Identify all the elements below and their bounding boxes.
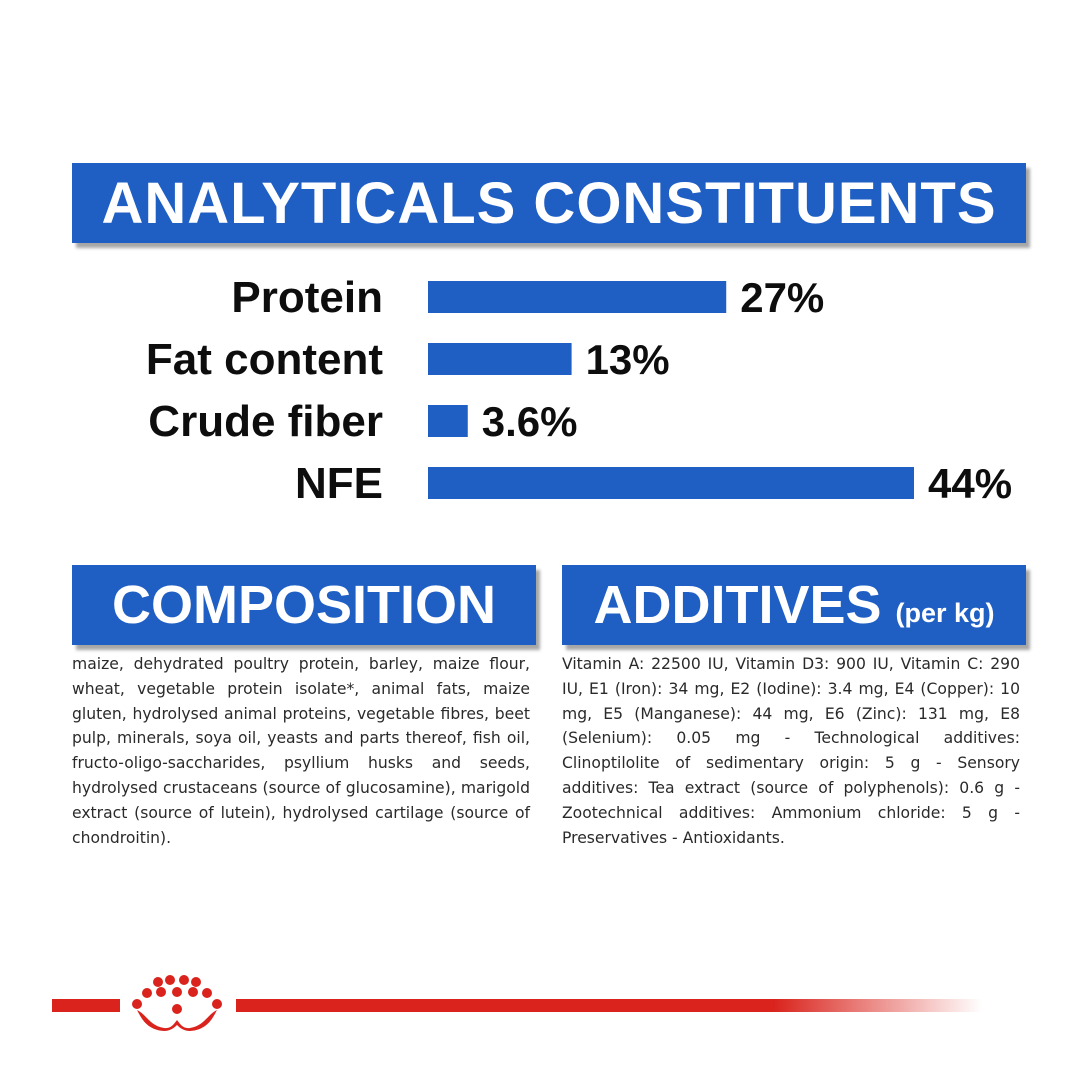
composition-title: COMPOSITION (111, 575, 496, 635)
additives-subtitle: (per kg) (895, 597, 995, 628)
bar-fat-content (428, 343, 572, 375)
bar-nfe (428, 467, 914, 499)
value-label: 13% (585, 336, 670, 383)
category-label: Fat content (145, 335, 383, 384)
composition-text: maize, dehydrated poultry protein, barley, maize flour, wheat, vegetable protein isolate*, animal fats, maize gluten, hydrolysed animal proteins, vegetable fibres, beet pulp, minerals, soya oil, yeasts and parts thereof, fish oil, fructo-oligo-saccharides, psyllium husks and seeds, hydrolysed crustaceans (source of glucosamine), marigold extract (source of lutein), hydrolysed cartilage (source of chondroitin). (72, 655, 530, 847)
analytical-constituents-title: ANALYTICALS CONSTITUENTS (101, 170, 997, 236)
value-label: 27% (740, 274, 825, 321)
value-label: 44% (928, 460, 1013, 507)
category-label: Protein (231, 273, 383, 322)
category-label: NFE (295, 459, 383, 508)
footer-brand-line (52, 972, 982, 1032)
additives-title: ADDITIVES (593, 575, 882, 635)
bar-protein (428, 281, 726, 313)
composition-banner (72, 565, 536, 645)
value-label: 3.6% (481, 398, 578, 445)
additives-banner (562, 565, 1026, 645)
bar-crude-fiber (428, 405, 468, 437)
footer-line-right (236, 999, 982, 1012)
crown-icon (124, 974, 230, 1032)
constituents-bar-chart (0, 255, 1080, 520)
analytical-constituents-banner (72, 163, 1026, 243)
additives-text: Vitamin A: 22500 IU, Vitamin D3: 900 IU, Vitamin C: 290 IU, E1 (Iron): 34 mg, E2 (Iodine): 3.4 mg, E4 (Copper): 10 mg, E5 (Manganese): 44 mg, E6 (Zinc): 131 mg, E8 (Selenium): 0.05 mg - Technological additives: Clinoptilolite of sedimentary origin: 5 g - Sensory additives: Tea extract (source of polyphenols): 0.6 g - Zootechnical additives: Ammonium chloride: 5 g - Preservatives - Antioxidants. (562, 655, 1020, 847)
footer-line-left (52, 999, 120, 1012)
category-label: Crude fiber (148, 397, 383, 446)
